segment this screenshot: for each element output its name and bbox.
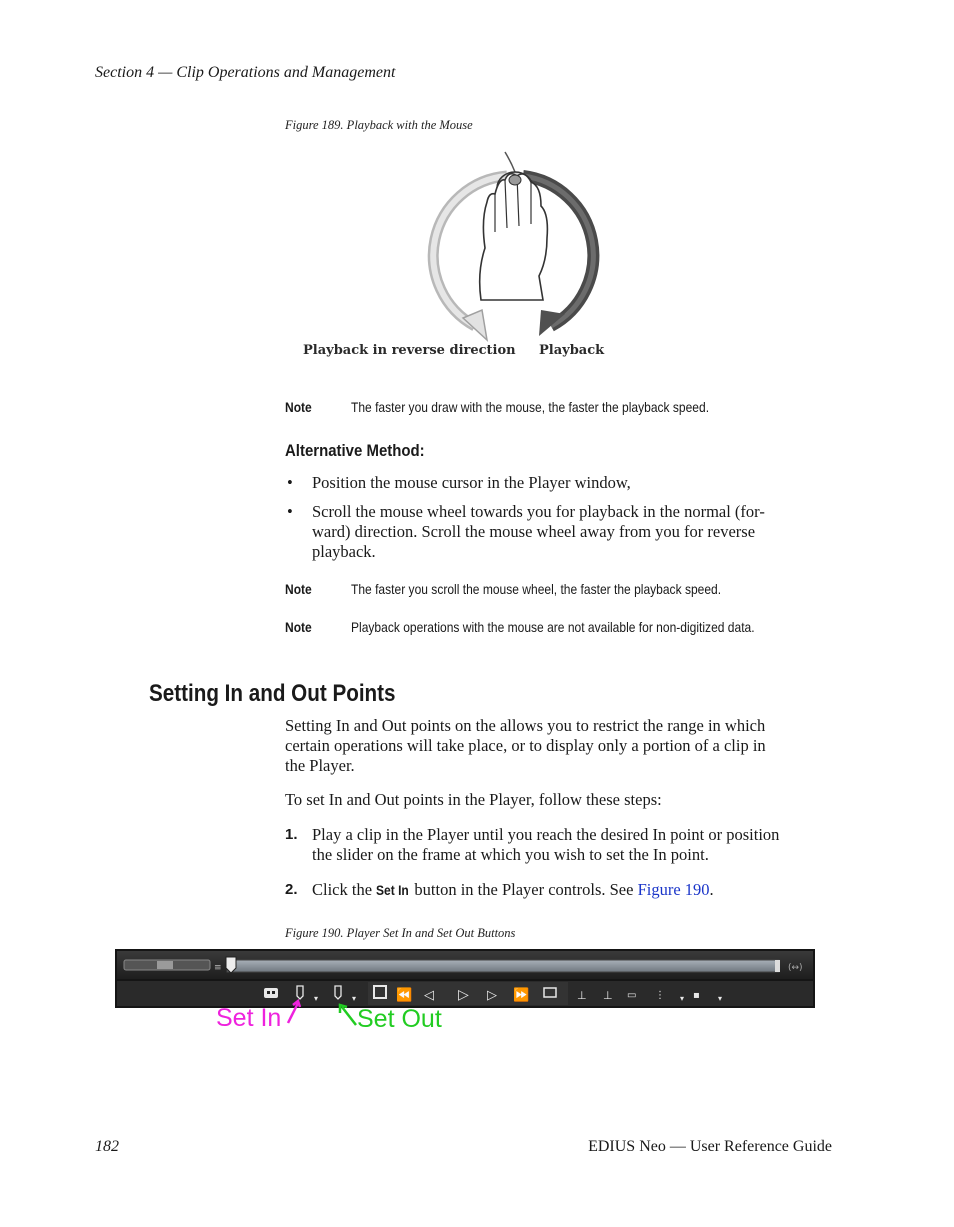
svg-text:▾: ▾ xyxy=(352,994,357,1003)
svg-text:▷: ▷ xyxy=(487,988,497,1003)
step-text: Click the xyxy=(312,880,373,899)
list-item-line: playback. xyxy=(312,542,376,561)
label-forward-playback: Playback xyxy=(539,343,605,358)
svg-text:▷: ▷ xyxy=(458,987,469,1003)
svg-text:◁: ◁ xyxy=(424,988,434,1003)
set-out-annotation: Set Out xyxy=(357,1005,442,1033)
list-item-line: ward) direction. Scroll the mouse wheel away from you for reverse xyxy=(312,522,756,541)
note-label: Note xyxy=(285,619,312,635)
step-line: Play a clip in the Player until you reach the desired In point or position xyxy=(312,825,780,844)
svg-text:⊥: ⊥ xyxy=(603,989,613,1002)
svg-text:⏪: ⏪ xyxy=(396,988,413,1003)
list-item xyxy=(287,473,832,493)
running-header: Section 4 — Clip Operations and Management xyxy=(95,64,396,81)
note-text: The faster you scroll the mouse wheel, the faster the playback speed. xyxy=(351,581,722,597)
svg-text:≡: ≡ xyxy=(214,963,222,973)
alt-method-heading: Alternative Method: xyxy=(285,441,425,460)
note-label: Note xyxy=(285,399,312,415)
section-heading: Setting In and Out Points xyxy=(149,680,396,707)
svg-text:▾: ▾ xyxy=(314,994,319,1003)
svg-text:(↔): (↔) xyxy=(788,963,803,973)
svg-text:▾: ▾ xyxy=(718,994,723,1003)
figure-189-caption: Figure 189. Playback with the Mouse xyxy=(285,118,473,132)
note-text: The faster you draw with the mouse, the faster the playback speed. xyxy=(351,399,710,415)
page-number: 182 xyxy=(95,1138,119,1155)
note-text: Playback operations with the mouse are not available for non-digitized data. xyxy=(351,619,755,635)
step-number: 2. xyxy=(285,881,298,898)
paragraph-line: certain operations will take place, or to display only a portion of a clip in xyxy=(285,736,766,755)
steps-intro: To set In and Out points in the Player, follow these steps: xyxy=(285,790,662,809)
list-item-text: Position the mouse cursor in the Player window, xyxy=(312,473,631,492)
svg-text:▭: ▭ xyxy=(627,990,637,1001)
footer-title: EDIUS Neo — User Reference Guide xyxy=(588,1138,832,1155)
mouse-playback-illustration xyxy=(415,148,615,348)
paragraph-line: Setting In and Out points on the allows you to restrict the range in which xyxy=(285,716,766,735)
list-item xyxy=(287,502,832,562)
keyword-set-in: Set In xyxy=(376,882,409,898)
step-item xyxy=(285,880,832,900)
svg-text:⋮: ⋮ xyxy=(655,990,665,1001)
step-number: 1. xyxy=(285,826,298,843)
list-item-line: Scroll the mouse wheel towards you for playback in the normal (for- xyxy=(312,502,765,521)
svg-text:⏩: ⏩ xyxy=(513,988,530,1003)
label-reverse-playback: Playback in reverse direction xyxy=(303,343,516,358)
bullet-marker: • xyxy=(287,473,293,492)
section-paragraph xyxy=(285,716,830,776)
svg-text:⊥: ⊥ xyxy=(577,989,587,1002)
annotation-arrows xyxy=(280,995,360,1030)
figure-190-caption: Figure 190. Player Set In and Set Out Buttons xyxy=(285,926,516,940)
bullet-marker: • xyxy=(287,502,293,521)
step-text: button in the Player controls. See xyxy=(414,880,634,899)
step-item xyxy=(285,825,832,865)
player-controls-screenshot xyxy=(115,949,815,1008)
paragraph-line: the Player. xyxy=(285,756,355,775)
svg-text:▪: ▪ xyxy=(693,990,700,1001)
set-in-annotation: Set In xyxy=(216,1004,282,1032)
note-label: Note xyxy=(285,581,312,597)
step-line: the slider on the frame at which you wish to set the In point. xyxy=(312,845,709,864)
svg-text:▾: ▾ xyxy=(680,994,685,1003)
figure-190-link[interactable]: Figure 190 xyxy=(637,880,710,899)
step-text: . xyxy=(709,880,714,899)
